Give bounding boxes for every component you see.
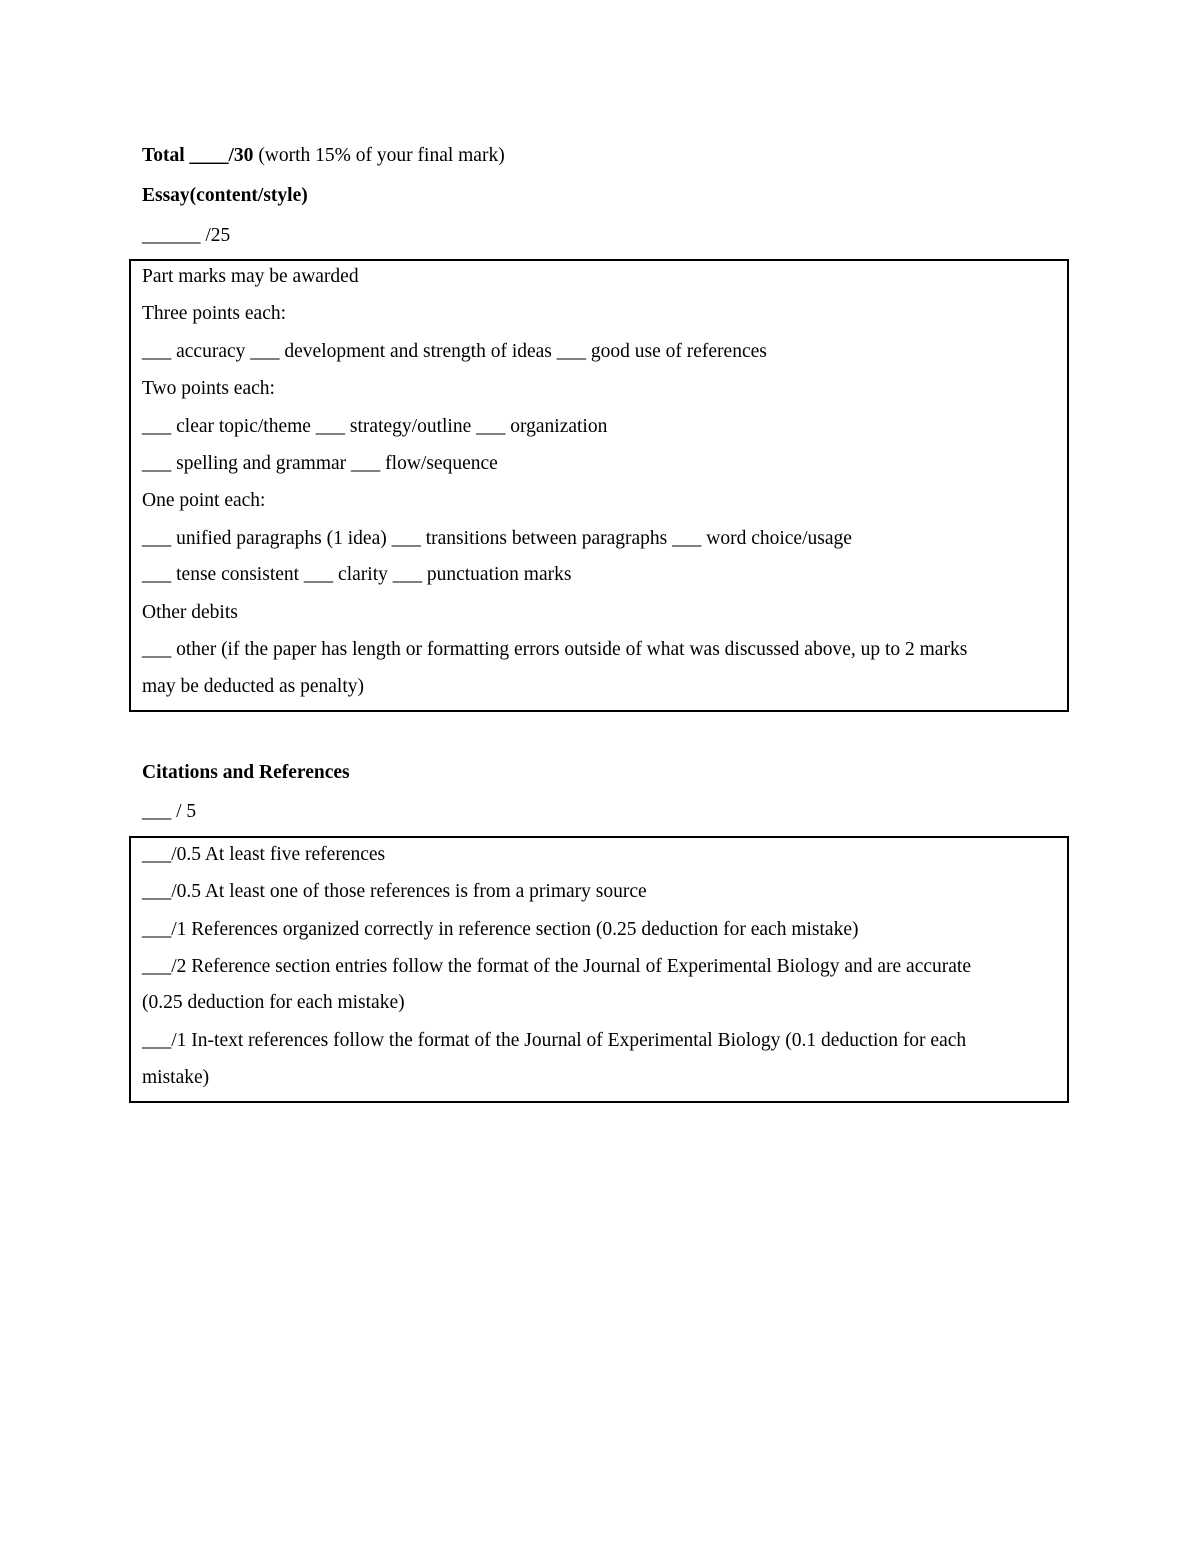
citation-row: ___/1 References organized correctly in reference section (0.25 deduction for each mistake)	[142, 919, 859, 940]
total-blank: ____/30	[189, 145, 254, 166]
essay-row: ___ unified paragraphs (1 idea) ___ transitions between paragraphs ___ word choice/usage	[142, 528, 852, 549]
citation-row: ___/0.5 At least five references	[142, 844, 386, 865]
citations-criteria-box	[129, 836, 1069, 1103]
essay-row: ___ spelling and grammar ___ flow/sequence	[142, 453, 498, 474]
citation-row: ___/2 Reference section entries follow the format of the Journal of Experimental Biology and are accurate	[142, 956, 971, 977]
citation-row: ___/0.5 At least one of those references is from a primary source	[142, 881, 647, 902]
essay-row: Two points each:	[142, 378, 275, 399]
essay-row: One point each:	[142, 490, 266, 511]
total-label: Total	[142, 145, 185, 166]
citations-score-line: ___ / 5	[142, 801, 197, 822]
citations-heading: Citations and References	[142, 762, 350, 783]
essay-row: ___ clear topic/theme ___ strategy/outline ___ organization	[142, 416, 608, 437]
essay-row: ___ accuracy ___ development and strength of ideas ___ good use of references	[142, 341, 767, 362]
essay-heading: Essay(content/style)	[142, 185, 308, 206]
essay-score-line: ______ /25	[142, 225, 231, 246]
essay-row: Part marks may be awarded	[142, 266, 359, 287]
essay-row: may be deducted as penalty)	[142, 676, 364, 697]
total-line	[142, 144, 505, 168]
citation-row: (0.25 deduction for each mistake)	[142, 992, 405, 1013]
essay-criteria-box	[129, 259, 1069, 712]
citation-row: ___/1 In-text references follow the format of the Journal of Experimental Biology (0.1 deduction for each	[142, 1030, 967, 1051]
total-note: (worth 15% of your final mark)	[258, 145, 505, 166]
citation-row: mistake)	[142, 1067, 210, 1088]
essay-row: Three points each:	[142, 303, 287, 324]
essay-row: ___ tense consistent ___ clarity ___ punctuation marks	[142, 564, 572, 585]
essay-row: Other debits	[142, 602, 238, 623]
essay-row: ___ other (if the paper has length or formatting errors outside of what was discussed above, up to 2 marks	[142, 639, 968, 660]
